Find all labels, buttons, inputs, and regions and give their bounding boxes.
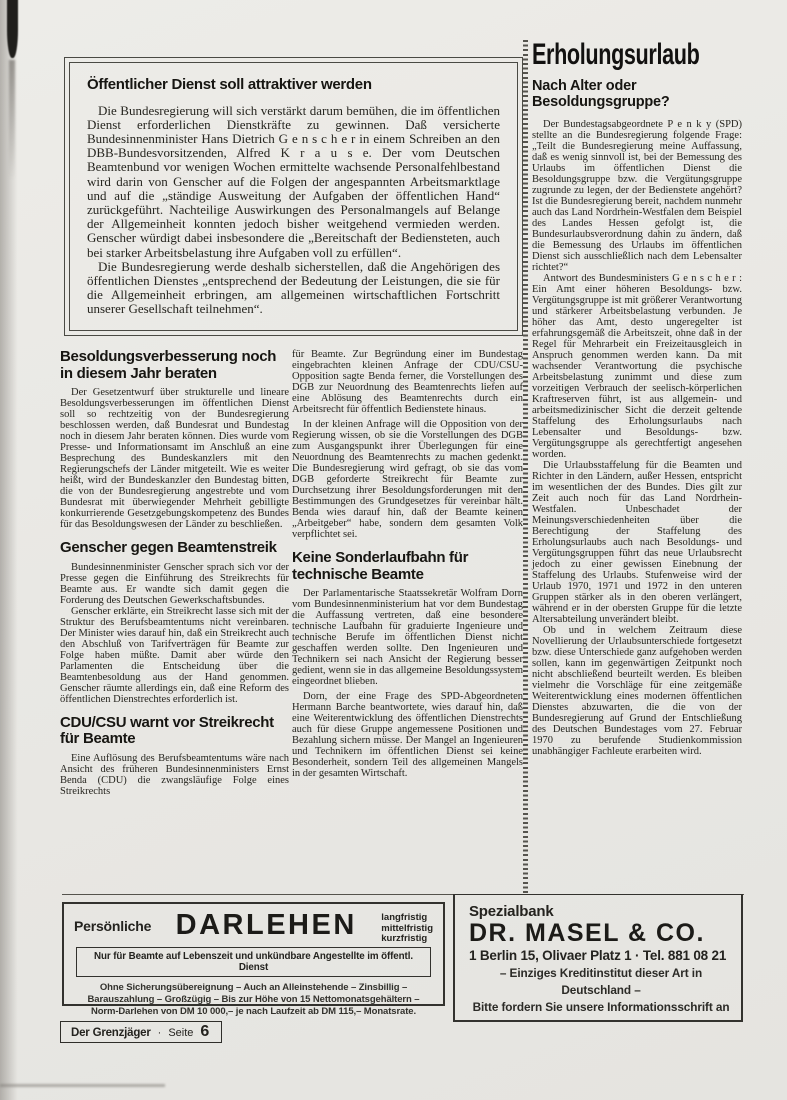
right-column (532, 40, 742, 757)
ad-masel (453, 894, 743, 1022)
scan-edge-smudge (9, 60, 15, 180)
paragraph: Ob und in welchem Zeitraum diese Novellierung der Urlaubsunterschiede fortgesetzt bzw. diese Unterschiede ganz aufgehoben werden sollen, kann im gegenwärtigen Zeitpunkt noch nicht abschließend beurteilt werden. Es bleiben vielmehr die Vorschläge für eine zeitgemäße Weiterentwicklung eines modernen öffentlichen Dienstes abzuwarten, die die von der Bundesregierung auf Grund der Entschließung des Deutschen Bundestages vom 27. Februar 1970 zu berufende Studienkommission unabhängiger Fachleute erarbeiten wird. (532, 625, 742, 757)
boxed-article (64, 57, 523, 336)
ad-darlehen (62, 902, 445, 1017)
paragraph: Die Bundesregierung werde deshalb sicherstellen, daß die Angehörigen des öffentlichen Dienstes „entsprechend der Bedeutung der Leistungen, die sie für die Allgemeinheit erbringen, am allgemeinen wirtschaftlichen Fortschritt unserer Gesellschaft teilnehmen“. (87, 258, 500, 317)
publication-name: Der Grenzjäger (71, 1027, 151, 1039)
paragraph: Die Urlaubsstaffelung für die Beamten und Richter in den Ländern, außer Hessen, entspricht im wesentlichen der des Bundes. Dies gilt zur Zeit auch noch für das Land Nordrhein-Westfalen. Unbeschadet der Meinungsverschiedenheiten über die Berechtigung der Staffelung des Erholungsurlaubs auch nach Besoldungs- und Vergütungsgruppen führt das neue Urlaubsrecht jedoch zu einer gewissen Einebnung der Staffelung des Urlaubs. Stufenweise wird der Urlaub 1970, 1971 und 1972 in den unteren Gruppen stärker als in den oberen verlängert, während er in der obersten Gruppe für die letzte Altersabteilung unverändert bleibt. (532, 460, 742, 625)
ad-darlehen-prefix: Persönliche (74, 918, 152, 934)
boxed-article-title: Öffentlicher Dienst soll attraktiver werden (87, 76, 372, 93)
middle-column (292, 349, 523, 779)
paragraph: Eine Auflösung des Berufsbeamtentums wäre nach Ansicht des früheren Bundesinnenministers Ernst Benda (CDU) die zwangsläufige Folge eines Streikrechts (60, 752, 289, 797)
paragraph: Der Bundestagsabgeordnete P e n k y (SPD) stellte an die Bundesregierung folgende Frage: „Teilt die Bundesregierung meine Auffassung, daß es wenig sinnvoll ist, bei der Bemessung des Urlaubs im öffentlichen Dienst die Besoldungsgruppe bzw. die Vergütungsgruppe zugrunde zu legen, der der Bedienstete angehört? Ist die Bundesregierung bereit, nachdem nunmehr auch das Land Nordrhein-Westfalen dem Beispiel des Landes Hessen gefolgt ist, die Bundesurlaubsverordnung dahin zu ändern, daß die Bemessung des Urlaubs im öffentlichen Dienst sich ausschließlich nach dem Lebensalter richtet?“ (532, 119, 742, 273)
ad-darlehen-note-box: Nur für Beamte auf Lebenszeit und unkündbare Angestellte im öffentl. Dienst (76, 947, 431, 977)
footer-separator: · (157, 1027, 162, 1039)
boxed-article-inner (69, 62, 518, 331)
paragraph-continuation: für Beamte. Zur Begründung einer im Bundestag eingebrachten kleinen Anfrage der CDU/CSU-Opposition sagte Benda ferner, die Vorstellungen des DGB zur Neuordnung des Beamtenrechts liefen auf eine Ablösung des Beamtenrechts durch ein Arbeitsrecht für öffentlich Bedienstete hinaus. (292, 349, 523, 415)
ad-term: kurzfristig (381, 933, 428, 944)
ad-darlehen-body: Ohne Sicherungsübereignung – Auch an Alleinstehende – Zinsbillig – Barauszahlung – Großzügig – Bis zur Höhe von 15 Nettomonatsgehältern – Norm-Darlehen von DM 10 000,– je nach Laufzeit ab DM 115,– Monatsrate. (87, 981, 420, 1017)
scan-bottom-smudge (0, 1084, 165, 1087)
paragraph: In der kleinen Anfrage will die Opposition von der Regierung wissen, ob sie die Vorstellungen des DGB zum Ausgangspunkt ihrer Überlegungen für eine Neuordnung des Beamtenrechts zu machen gedenkt. Die Bundesregierung wird gefragt, ob sie das vom DGB geforderte Streikrecht für Beamte zur Durchsetzung ihrer Besoldungsforderungen mit den Bestimmungen des Grundgesetzes für vereinbar hält. Benda wies darauf hin, daß der Beamte keinen „Arbeitgeber“ habe, sondern dem gesamten Volk verpflichtet sei. (292, 419, 523, 540)
ad-term: langfristig (381, 912, 428, 923)
left-column (60, 349, 289, 797)
section-headline-erholungsurlaub: Erholungsurlaub (532, 38, 700, 71)
ad-masel-name: DR. MASEL & CO. (469, 919, 705, 947)
page-number: 6 (200, 1023, 210, 1040)
ad-darlehen-header (74, 910, 433, 945)
ad-term: mittelfristig (381, 922, 433, 934)
paragraph: Der Gesetzentwurf über strukturelle und lineare Besoldungsverbesserungen im öffentlichen Dienst soll so rechtzeitig von der Bundesregierung beschlossen werden, daß Bundesrat und Bundestag noch in diesem Jahr beraten können. Dies wurde vom Presse- und Informationsamt im Anschluß an eine Besprechung des Bundeskanzlers mit den Regierungschefs der Länder mitgeteilt. Wie es weiter heißt, wird der Bundeskanzler den Bundestag bitten, die von der Bundesregierung angestrebte und vom Bundesrat mit überwiegender Mehrheit gebilligte konkurrierende Gesetzgebungskompetenz des Bundes für das Besoldungswesen der Länder zu beschließen. (60, 387, 289, 530)
ad-masel-line1: – Einziges Kreditinstitut dieser Art in Deutschland – (499, 966, 703, 997)
page-label: Seite (168, 1027, 194, 1039)
article-title-sonderlaufbahn: Keine Sonderlaufbahn für technische Beamte (292, 549, 469, 583)
ad-masel-line2: Bitte fordern Sie unsere Informationsschrift an (472, 1000, 730, 1014)
paragraph: Der Parlamentarische Staatssekretär Wolfram Dorn vom Bundesinnenministerium hat vor dem Bundestag die Auffassung vertreten, daß eine besondere technische Laufbahn für graduierte Ingenieure und technische Berufe im öffentlichen Dienst nicht geschaffen werden sollte. Den Ingenieuren und Technikern sei nach Ansicht der Regierung besser gedient, wenn sie in das allgemeine Besoldungssystem eingeordnet blieben. (292, 588, 523, 687)
article-title-beamtenstreik: Genscher gegen Beamtenstreik (60, 539, 277, 556)
paragraph: Genscher erklärte, ein Streikrecht lasse sich mit der Struktur des Berufsbeamtentums nicht vereinbaren. Der Minister wies darauf hin, daß ein Streikrecht auch den Abschluß von Tarifverträgen für Beamte zur Folge haben müßte. Damit aber würde den Parlamenten die Entscheidung über die Beamtenbesoldung aus der Hand genommen. Genscher räumte allerdings ein, daß eine Reform des öffentlichen Dienstrechtes erforderlich ist. (60, 605, 289, 705)
ad-darlehen-terms (381, 910, 433, 945)
paragraph: Bundesinnenminister Genscher sprach sich vor der Presse gegen die Einführung des Streikrechts für Beamte aus. Er wandte sich damit gegen die Forderung des Deutschen Gewerkschaftsbundes. (60, 561, 289, 606)
paragraph: Antwort des Bundesministers G e n s c h e r : Ein Amt einer höheren Besoldungs- bzw. Vergütungsgruppe ist mit größerer Verantwortung und stärkerer Arbeitsbelastung verbunden. Je höher das Amt, desto ungeregelter ist erfahrungsgemäß die Arbeitszeit, ohne daß in der Regel für Mehrarbeit ein Freizeitausgleich in Anspruch genommen werden kann. Da mit wachsender Verantwortung die psychische Arbeitsbelastung zunimmt und diese zum vorzeitigen Verbrauch der seelisch-körperlichen Kraftreserven führt, ist aus allgemein- und arbeitsmedizinischer Sicht die derzeit geltende Staffelung des Erholungsurlaubs nach Lebensalter und Besoldungs- bzw. Vergütungsgruppe als gerechtfertigt angesehen worden. (532, 273, 742, 460)
paragraph: Dorn, der eine Frage des SPD-Abgeordneten Hermann Barche beantwortete, wies darauf hin, daß eine Weiterentwicklung des öffentlichen Dienstrechts auch für diese Gruppe angemessene Positionen und Bezahlung sichern müsse. Der Mangel an Ingenieuren und Technikern im öffentlichen Dienst sei keine Besonderheit, sondern Teil des allgemeinen Mangels in der gesamten Wirtschaft. (292, 691, 523, 779)
ad-masel-address: 1 Berlin 15, Olivaer Platz 1 · Tel. 881 08 21 (469, 948, 727, 963)
article-title-besoldung: Besoldungsverbesserung noch in diesem Jahr beraten (60, 348, 277, 382)
scan-corner-mark (7, 0, 18, 58)
paragraph: Die Bundesregierung will sich verstärkt darum bemühen, die im öffentlichen Dienst erforderlichen Dienstkräfte zu gewinnen. Daß versicherte Bundesinnenminister Hans Dietrich G e n s c h e r in einem Schreiben an den DBB-Bundesvorsitzenden, Alfred K r a u s e. Der vom Deutschen Beamtenbund vor wenigen Wochen ermittelte wachsende Personalfehlbestand wird darin von Genscher auf die Folgen der angespannten Arbeitsmarktlage und auf die „ständige Ausweitung der Aufgaben der öffentlichen Hand“ zurückgeführt. Nachteilige Auswirkungen des Personalmangels auf Belange der Allgemeinheit konnten jedoch bisher weitgehend vermieden werden. Genscher würdigt dabei insbesondere die „Bereitschaft der Bediensteten, auch bei starker Arbeitsbelastung ihre Aufgaben voll zu erfüllen“. (87, 102, 500, 260)
section-subhead: Nach Alter oder Besoldungsgruppe? (532, 78, 670, 110)
column-rule-dashed (523, 40, 528, 893)
footer-page-box (60, 1021, 222, 1043)
ad-masel-label: Spezialbank (469, 903, 554, 920)
article-title-cdu-csu: CDU/CSU warnt vor Streikrecht für Beamte (60, 713, 274, 747)
ad-darlehen-title: DARLEHEN (175, 909, 357, 941)
